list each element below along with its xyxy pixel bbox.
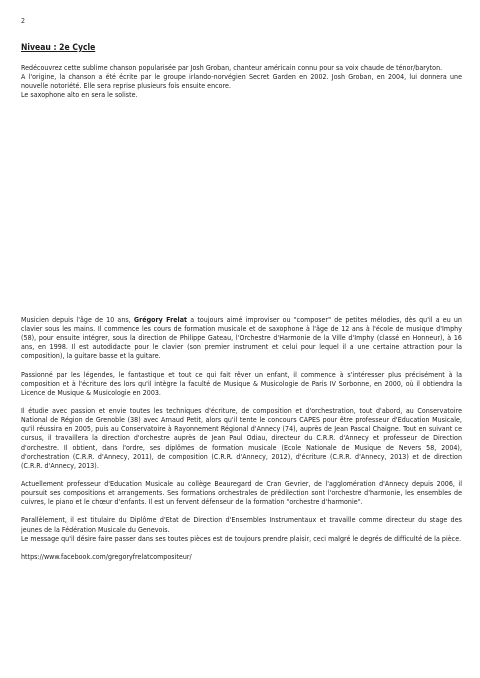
bio-paragraph-3: Il étudie avec passion et envie toutes les techniques d'écriture, de composition et d'orchestration, tout d'abord, au Conservatoire National de Région de Grenoble (38) avec Arnaud Petit, alors qu'il tente le concours CAPES pour être professeur d'Education Musicale, qu'il réussira en 2005, puis au Conservatoire à Rayonnement Régional d'Annecy (74), auprès de Jean Pascal Chaigne. Tout en suivant ce cursus, il travaillera la direction d'orchestre auprès de Jean Paul Odiau, directeur du C.R.R. d'Annecy et professeur de Direction d'orchestre. Il obtient, dans l'ordre, ses diplômes de formation musicale (Ecole Nationale de Musique de Nevers 58, 2004), d'orchestration (C.R.R. d'Annecy, 2011), de composition (C.R.R. d'Annecy, 2012), d'écriture (C.R.R. d'Annecy, 2013) et de direction (C.R.R. d'Annecy, 2013).	[21, 407, 462, 470]
page-number: 2	[21, 17, 26, 25]
bio-intro-text: Musicien depuis l'âge de 10 ans,	[21, 316, 134, 324]
intro-paragraph: Redécouvrez cette sublime chanson popularisée par Josh Groban, chanteur américain connu pour sa voix chaude de ténor/baryton.	[21, 64, 443, 72]
bio-paragraph-2: Passionné par les légendes, le fantastique et tout ce qui fait rêver un enfant, il commence à s'intéresser plus précisément à la composition et à l'écriture des lors qu'il intègre la faculté de Musique & Musicologie de Paris IV Sorbonne, en 2000, où il obtiendra la Licence de Musique & Musicologie en 2003.	[21, 370, 462, 397]
intro-paragraph: Le saxophone alto en sera le soliste.	[21, 91, 138, 100]
bio-paragraph-4: Actuellement professeur d'Education Musicale au collège Beauregard de Cran Gevrier, de l'agglomération d'Annecy depuis 2006, il poursuit ses compositions et arrangements. Ses formations orchestrales de prédilection sont l'orchestre d'harmonie, les ensembles de cuivres, le piano et le chœur d'enfants. Il est un fervent défenseur de la formation "orchestre d'harmonie".	[21, 479, 462, 507]
level-heading: Niveau : 2e Cycle	[21, 43, 96, 53]
bio-paragraph-5: Parallèlement, il est titulaire du Diplôme d'Etat de Direction d'Ensembles Instrumentaux et travaille comme directeur du stage des jeunes de la Fédération Musicale du Genevois. Le message qu'il désire faire passer dans ses toutes pièces est de toujours prendre plaisir, ceci malgré le degrés de difficulté de la pièce.	[21, 516, 462, 543]
facebook-link[interactable]: https://www.facebook.com/gregoryfrelatcompositeur/	[21, 552, 192, 561]
biography-section	[21, 316, 462, 562]
intro-paragraph: A l'origine, la chanson a été écrite par le groupe irlando-norvégien Secret Garden en 2002. Josh Groban, en 2004, lui donnera une nouvelle notoriété. Elle sera reprise plusieurs fois ensuite encore.	[21, 73, 462, 91]
intro-section	[21, 64, 462, 100]
bio-paragraph-1	[21, 316, 462, 361]
composer-name: Grégory Frelat	[133, 316, 188, 324]
bio-text: a toujours aimé improviser ou "composer" de petites mélodies, dès qu'il a eu un clavier sous les mains. Il commence les cours de formation musicale et de saxophone à l'âge de 12 ans à l'école de musique d'Imphy (58), pour ensuite intégrer, sous la direction de Philippe Gateau, l'Orchestre d'Harmonie de la Ville d'Imphy (classé en Honneur), à 16 ans, en 1998. Il est autodidacte pour le clavier (son premier instrument et celui pour lequel il a une certaine attraction pour la composition), la guitare basse et la guitare.	[21, 316, 462, 361]
